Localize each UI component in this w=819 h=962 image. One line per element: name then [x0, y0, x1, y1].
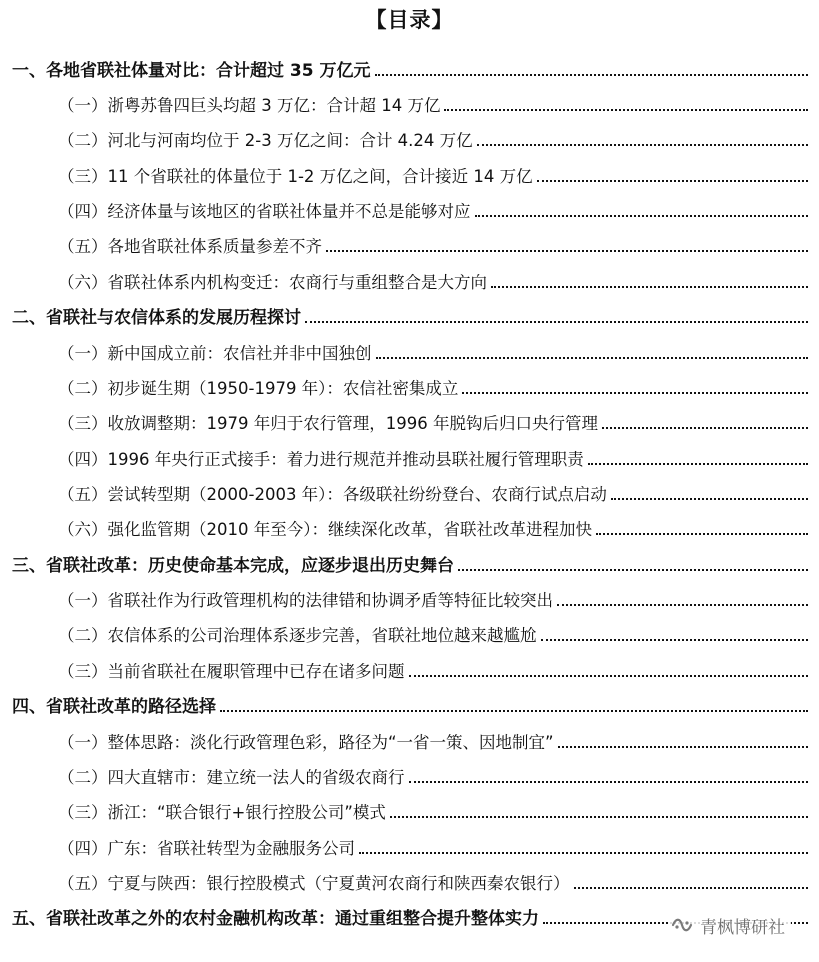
toc-item-text: （三）收放调整期：1979 年归于农行管理，1996 年脱钩后归口央行管理 — [58, 414, 598, 433]
dot-leader — [491, 286, 808, 288]
toc-item-text: （二）农信体系的公司治理体系逐步完善，省联社地位越来越尴尬 — [58, 626, 537, 645]
dot-leader — [220, 710, 808, 712]
toc-item-3-3[interactable] — [58, 651, 808, 685]
toc-item-text: （五）尝试转型期（2000-2003 年）：各级联社纷纷登台、农商行试点启动 — [58, 485, 607, 504]
watermark-text: 青枫博研社 — [700, 917, 785, 938]
toc-item-text: （三）浙江：“联合银行+银行控股公司”模式 — [58, 803, 386, 822]
toc-item-text: （二）四大直辖市：建立统一法人的省级农商行 — [58, 768, 405, 787]
dot-leader — [359, 852, 808, 854]
toc-item-text: （六）省联社体系内机构变迁：农商行与重组整合是大方向 — [58, 273, 487, 292]
dot-leader — [409, 781, 809, 783]
toc-item-2-5[interactable] — [58, 474, 808, 508]
toc-item-text: （三）当前省联社在履职管理中已存在诸多问题 — [58, 662, 405, 681]
dot-leader — [541, 639, 809, 641]
dot-leader — [376, 357, 809, 359]
toc-heading-4[interactable] — [12, 686, 808, 720]
toc-item-2-1[interactable] — [58, 333, 808, 367]
toc-item-4-4[interactable] — [58, 828, 808, 862]
dot-leader — [574, 887, 809, 889]
toc-heading-text: 五、省联社改革之外的农村金融机构改革：通过重组整合提升整体实力 — [12, 909, 539, 929]
toc-item-text: （一）省联社作为行政管理机构的法律错和协调矛盾等特征比较突出 — [58, 591, 553, 610]
dot-leader — [409, 675, 809, 677]
toc-item-4-3[interactable] — [58, 792, 808, 826]
toc-item-2-2[interactable] — [58, 368, 808, 402]
dot-leader — [596, 533, 808, 535]
dot-leader — [611, 498, 808, 500]
dot-leader — [602, 427, 808, 429]
toc-item-text: （六）强化监管期（2010 年至今）：继续深化改革，省联社改革进程加快 — [58, 520, 592, 539]
toc-heading-text: 四、省联社改革的路径选择 — [12, 697, 216, 717]
toc-item-text: （二）河北与河南均位于 2-3 万亿之间：合计 4.24 万亿 — [58, 131, 473, 150]
dot-leader — [557, 604, 808, 606]
toc-item-1-5[interactable] — [58, 226, 808, 260]
toc-item-2-3[interactable] — [58, 403, 808, 437]
dot-leader — [444, 109, 808, 111]
toc-item-text: （一）整体思路：淡化行政管理色彩，路径为“一省一策、因地制宜” — [58, 733, 554, 752]
dot-leader — [558, 746, 808, 748]
toc-item-text: （一）浙粤苏鲁四巨头均超 3 万亿：合计超 14 万亿 — [58, 96, 441, 115]
dot-leader — [390, 816, 808, 818]
toc-item-text: （一）新中国成立前：农信社并非中国独创 — [58, 344, 372, 363]
toc-item-1-3[interactable] — [58, 156, 808, 190]
dot-leader — [462, 392, 808, 394]
toc-item-1-1[interactable] — [58, 85, 808, 119]
toc-item-text: （二）初步诞生期（1950-1979 年）：农信社密集成立 — [58, 379, 459, 398]
watermark — [668, 908, 791, 942]
dot-leader — [458, 569, 808, 571]
toc-heading-1[interactable] — [12, 50, 808, 84]
dot-leader — [537, 180, 808, 182]
toc-heading-text: 二、省联社与农信体系的发展历程探讨 — [12, 308, 301, 328]
toc-item-4-5[interactable] — [58, 863, 808, 897]
dot-leader — [375, 74, 809, 76]
dot-leader — [588, 463, 808, 465]
toc-heading-text: 三、省联社改革：历史使命基本完成，应逐步退出历史舞台 — [12, 556, 454, 576]
toc-heading-3[interactable] — [12, 545, 808, 579]
page-title: 【目录】 — [365, 8, 454, 32]
toc-item-text: （四）广东：省联社转型为金融服务公司 — [58, 839, 355, 858]
toc-item-3-2[interactable] — [58, 615, 808, 649]
toc-item-4-1[interactable] — [58, 722, 808, 756]
toc-item-1-4[interactable] — [58, 191, 808, 225]
dot-leader — [475, 215, 809, 217]
toc-item-text: （五）宁夏与陕西：银行控股模式（宁夏黄河农商行和陕西秦农银行） — [58, 874, 570, 893]
toc-item-text: （四）经济体量与该地区的省联社体量并不总是能够对应 — [58, 202, 471, 221]
wechat-channel-icon — [670, 913, 694, 937]
dot-leader — [305, 321, 808, 323]
toc-item-4-2[interactable] — [58, 757, 808, 791]
toc-item-2-6[interactable] — [58, 509, 808, 543]
dot-leader — [477, 144, 808, 146]
toc-heading-2[interactable] — [12, 297, 808, 331]
toc-item-text: （五）各地省联社体系质量参差不齐 — [58, 237, 322, 256]
toc-item-text: （四）1996 年央行正式接手：着力进行规范并推动县联社履行管理职责 — [58, 450, 584, 469]
toc-item-text: （三）11 个省联社的体量位于 1-2 万亿之间，合计接近 14 万亿 — [58, 167, 533, 186]
toc-item-1-2[interactable] — [58, 120, 808, 154]
toc-item-3-1[interactable] — [58, 580, 808, 614]
toc-item-1-6[interactable] — [58, 262, 808, 296]
dot-leader — [326, 250, 808, 252]
toc-item-2-4[interactable] — [58, 439, 808, 473]
toc-heading-text: 一、各地省联社体量对比：合计超过 35 万亿元 — [12, 61, 371, 81]
